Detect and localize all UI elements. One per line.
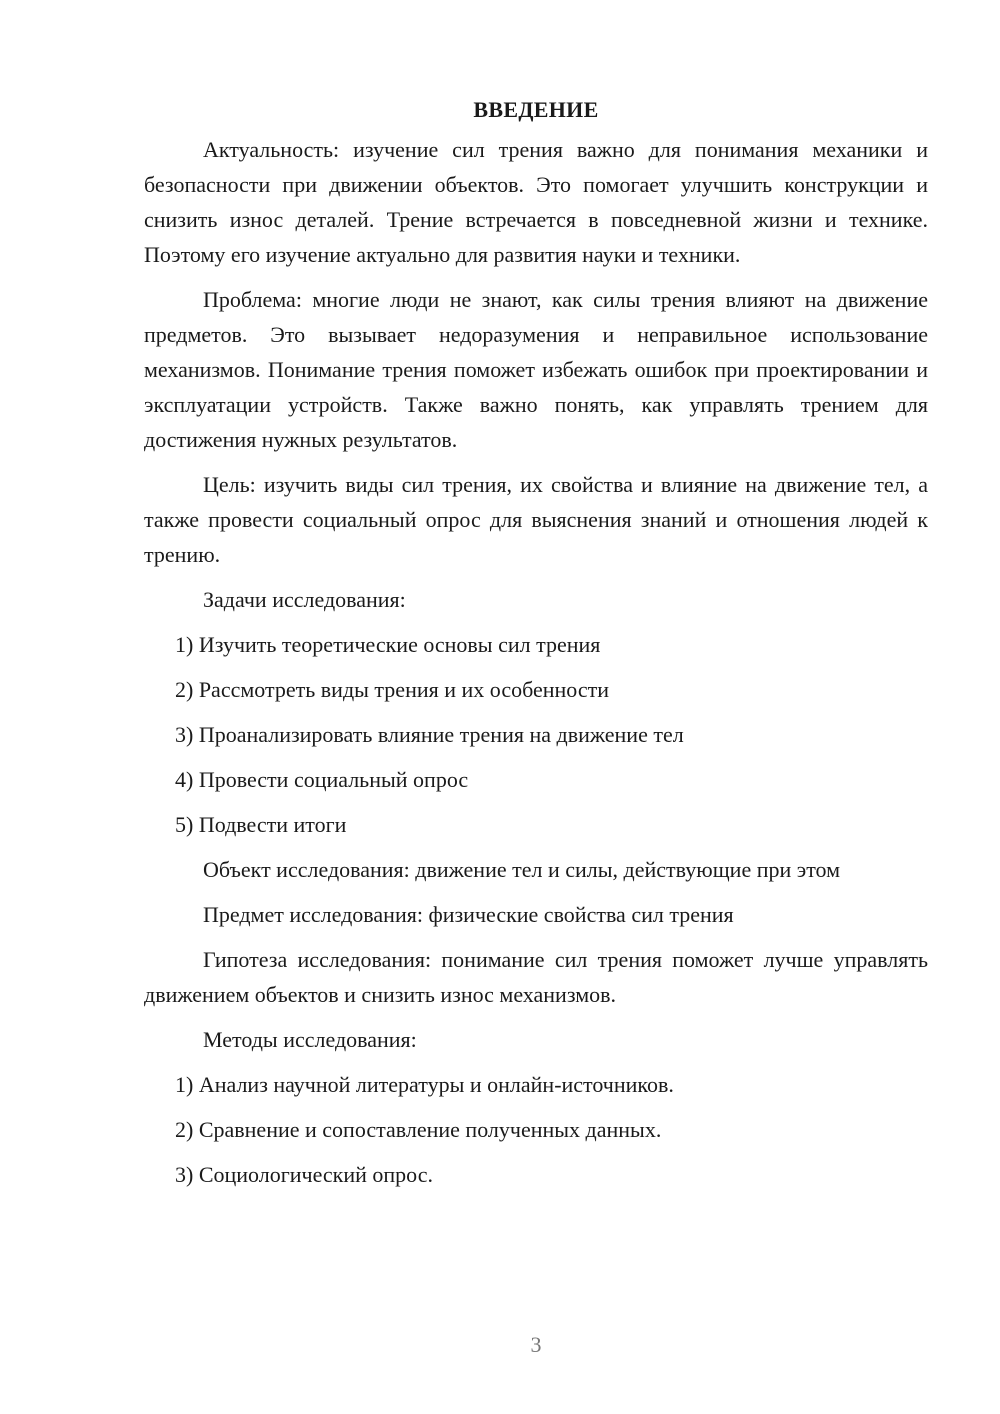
task-item: 5) Подвести итоги	[175, 812, 347, 837]
method-item: 2) Сравнение и сопоставление полученных данных.	[175, 1117, 662, 1142]
research-object: Объект исследования: движение тел и силы, действующие при этом	[203, 857, 841, 882]
problem-paragraph: Проблема: многие люди не знают, как силы трения влияют на движение предметов. Это вызывает недоразумения и неправильное использование механизмов. Понимание трения поможет избежать ошибок при проектировании и эксплуатации устройств. Также важно понять, как управлять трением для достижения нужных результатов.	[144, 287, 928, 452]
section-title: ВВЕДЕНИЕ	[473, 97, 599, 122]
task-item: 2) Рассмотреть виды трения и их особенности	[175, 677, 610, 702]
document-page	[144, 92, 928, 1202]
hypothesis-paragraph: Гипотеза исследования: понимание сил трения поможет лучше управлять движением объектов и снизить износ механизмов.	[144, 947, 928, 1007]
task-item: 1) Изучить теоретические основы сил трения	[175, 632, 601, 657]
method-item: 3) Социологический опрос.	[175, 1162, 433, 1187]
method-item: 1) Анализ научной литературы и онлайн-источников.	[175, 1072, 674, 1097]
goal-paragraph: Цель: изучить виды сил трения, их свойства и влияние на движение тел, а также провести социальный опрос для выяснения знаний и отношения людей к трению.	[144, 472, 928, 567]
relevance-paragraph: Актуальность: изучение сил трения важно для понимания механики и безопасности при движении объектов. Это помогает улучшить конструкции и снизить износ деталей. Трение встречается в повседневной жизни и технике. Поэтому его изучение актуально для развития науки и техники.	[144, 137, 928, 267]
task-item: 3) Проанализировать влияние трения на движение тел	[175, 722, 684, 747]
task-item: 4) Провести социальный опрос	[175, 767, 469, 792]
research-subject: Предмет исследования: физические свойства сил трения	[203, 902, 734, 927]
page-number: 3	[530, 1332, 542, 1357]
tasks-heading: Задачи исследования:	[203, 587, 406, 612]
methods-heading: Методы исследования:	[203, 1027, 417, 1052]
